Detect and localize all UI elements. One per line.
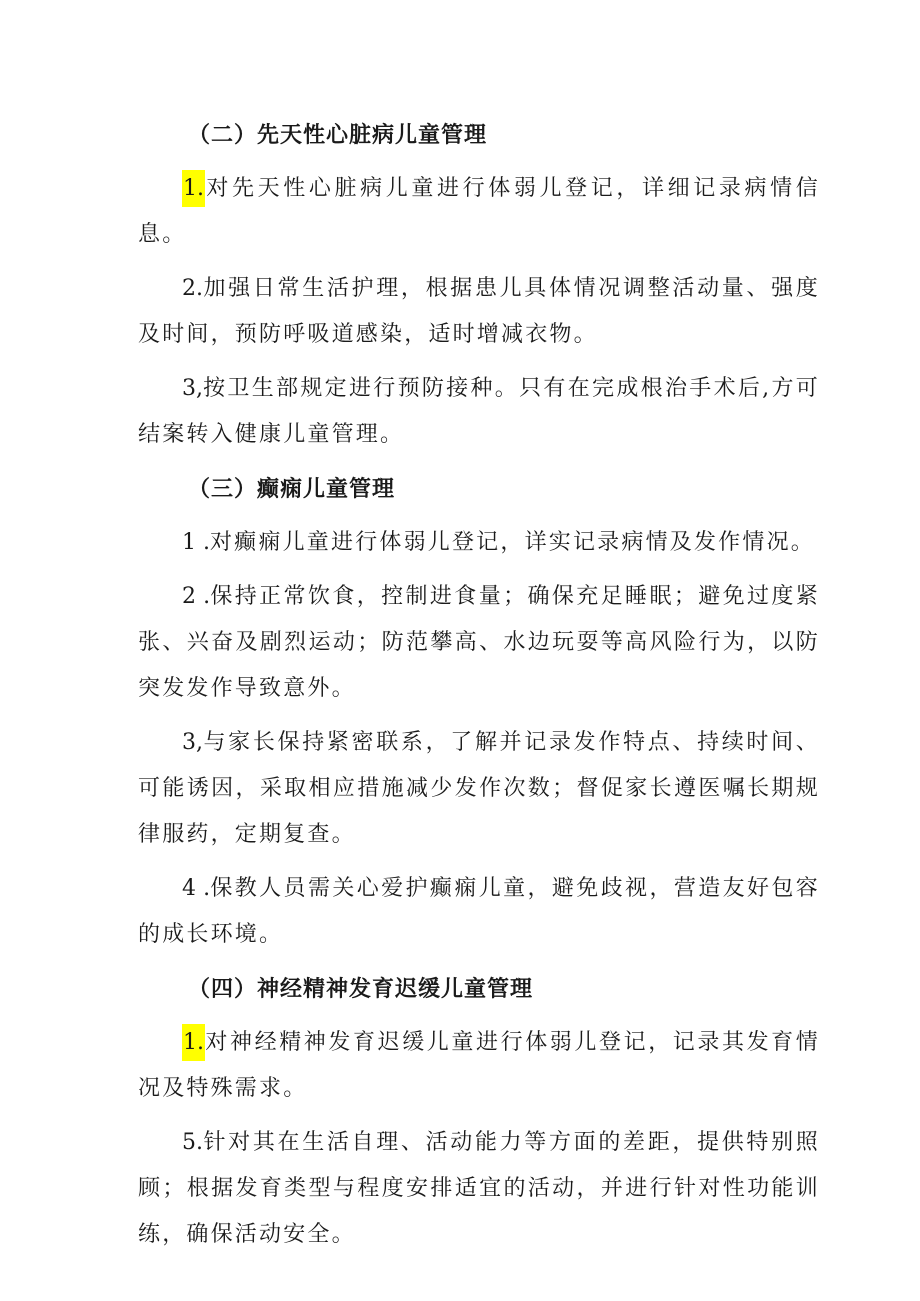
item-text: 与家长保持紧密联系，了解并记录发作特点、持续时间、可能诱因，采取相应措施减少发作次数；督促家长遵医嘱长期规律服药，定期复查。 [138,730,820,847]
paragraph-item [138,574,820,712]
item-number: 1 . [182,530,210,555]
item-number: 2 . [182,584,211,609]
item-number: 2. [182,276,203,301]
item-number: 4 . [182,876,211,901]
item-text: 保教人员需关心爱护癫痫儿童，避免歧视，营造友好包容的成长环境。 [138,876,820,947]
section-heading-epilepsy: （三）癫痫儿童管理 [188,476,396,502]
paragraph-item [138,1120,820,1258]
item-number: 3, [182,730,203,755]
item-text: 对先天性心脏病儿童进行体弱儿登记，详细记录病情信息。 [138,176,820,247]
item-text: 对神经精神发育迟缓儿童进行体弱儿登记，记录其发育情况及特殊需求。 [138,1030,820,1101]
paragraph-item [138,866,820,958]
item-number-highlighted: 1. [182,1024,205,1061]
item-text: 加强日常生活护理，根据患儿具体情况调整活动量、强度及时间，预防呼吸道感染，适时增减衣物。 [138,276,820,347]
item-number-highlighted: 1. [182,170,205,207]
item-text: 针对其在生活自理、活动能力等方面的差距，提供特别照顾；根据发育类型与程度安排适宜的活动，并进行针对性功能训练，确保活动安全。 [138,1130,820,1247]
paragraph-item [138,366,820,458]
item-text: 按卫生部规定进行预防接种。只有在完成根治手术后,方可结案转入健康儿童管理。 [138,376,820,447]
paragraph-item [138,1020,820,1112]
item-text: 对癫痫儿童进行体弱儿登记，详实记录病情及发作情况。 [209,530,815,555]
item-number: 3, [182,376,203,401]
item-text: 保持正常饮食，控制进食量；确保充足睡眠；避免过度紧张、兴奋及剧烈运动；防范攀高、水边玩耍等高风险行为，以防突发发作导致意外。 [138,584,820,701]
section-heading-congenital-heart: （二）先天性心脏病儿童管理 [188,122,488,148]
paragraph-item [138,266,820,358]
paragraph-item [138,166,820,258]
section-heading-neurodevelopmental-delay: （四）神经精神发育迟缓儿童管理 [188,976,534,1002]
item-number: 5. [182,1130,203,1155]
paragraph-item [138,720,820,858]
paragraph-item [138,520,820,566]
